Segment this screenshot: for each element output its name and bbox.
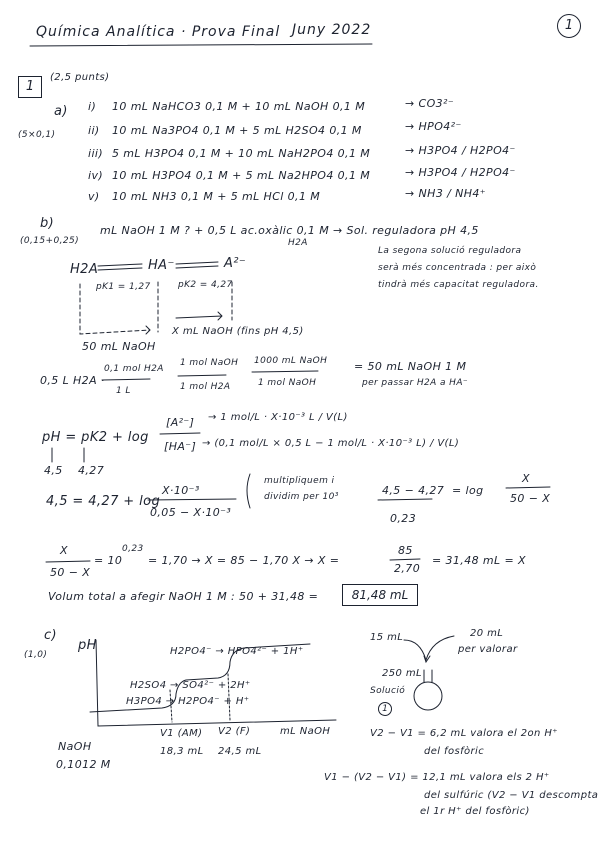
total-label: Volum total a afegir NaOH 1 M : 50 + 31,48 = — [48, 590, 319, 603]
exam-date: Juny 2022 — [292, 22, 372, 38]
hh-under-ph: 4,5 — [44, 464, 63, 477]
flask-arrow-in — [404, 640, 426, 660]
total-value: 81,48 mL — [342, 584, 418, 606]
result-1: V2 − V1 = 6,2 mL valora el 2on H⁺ — [370, 728, 558, 739]
eq2-denominator: 0,05 − X·10⁻³ — [150, 506, 232, 519]
part-a-item-mix: 10 mL NaHCO3 0,1 M + 10 mL NaOH 0,1 M — [112, 100, 366, 113]
part-c-label: c) — [44, 628, 58, 643]
calc1-f2-den: 1 mol H2A — [180, 382, 231, 392]
scheme-pk1: pK1 = 1,27 — [96, 282, 151, 292]
plot-eq-upper: H2PO4⁻ → HPO4²⁻ + 1H⁺ — [170, 646, 304, 657]
calc1-f3-num: 1000 mL NaOH — [254, 356, 328, 366]
titrant-name: NaOH — [58, 740, 92, 753]
eq2-lhs: 4,5 = 4,27 + log — [46, 494, 161, 509]
part-b-statement: mL NaOH 1 M ? + 0,5 L ac.oxàlic 0,1 M → Sol. reguladora pH 4,5 — [100, 224, 479, 237]
part-a-item-num: iv) — [88, 169, 104, 182]
plot-v1-label: V1 (AM) — [160, 728, 203, 739]
result-1-b: del fosfòric — [424, 746, 485, 757]
eq2-right-frac-num: X — [522, 472, 530, 485]
side-note-line: tindrà més capacitat reguladora. — [378, 280, 539, 290]
result-2-b: del sulfúric (V2 − V1 descompta — [424, 790, 599, 801]
part-b-score: (0,15+0,25) — [20, 236, 80, 246]
hh-denominator: [HA⁻] — [164, 440, 197, 453]
title-underline — [30, 44, 372, 46]
plot-v2-value: 24,5 mL — [218, 746, 262, 757]
hh-denominator-expl: → (0,1 mol/L × 0,5 L − 1 mol/L · X·10⁻³ L) / V(L) — [202, 438, 460, 449]
result-2: V1 − (V2 − V1) = 12,1 mL valora els 2 H⁺ — [324, 772, 550, 783]
scheme-path-2 — [176, 312, 222, 320]
question-number: 1 — [18, 76, 42, 98]
part-a-item-mix: 10 mL H3PO4 0,1 M + 5 mL Na2HPO4 0,1 M — [112, 169, 371, 182]
part-b-label: b) — [40, 216, 55, 231]
part-a-item-num: ii) — [88, 124, 100, 137]
eq3-rest: = 1,70 → X = 85 − 1,70 X → X = — [148, 554, 340, 567]
side-note-line: serà més concentrada : per això — [378, 263, 537, 273]
hh-numerator-expl: → 1 mol/L · X·10⁻³ L / V(L) — [208, 412, 348, 423]
flask-label: Solució — [370, 686, 406, 696]
calc1-note: per passar H2A a HA⁻ — [362, 378, 469, 388]
eq-arrow-2 — [176, 262, 218, 264]
part-a-item-result: → CO3²⁻ — [405, 97, 455, 110]
eq2-right-mid: = log — [452, 484, 484, 497]
hh-lhs: pH = pK2 + log — [42, 430, 149, 445]
scheme-x-naoh: X mL NaOH (fins pH 4,5) — [172, 326, 304, 337]
flask-arrow-out — [426, 636, 454, 660]
eq3-exponent: 0,23 — [122, 544, 144, 554]
page-number: 1 — [557, 14, 581, 38]
part-b-h2a-note: H2A — [288, 238, 308, 248]
plot-v2-label: V2 (F) — [218, 726, 251, 737]
eq3-numerator: X — [60, 544, 68, 557]
part-a-item-mix: 5 mL H3PO4 0,1 M + 10 mL NaH2PO4 0,1 M — [112, 147, 371, 160]
sample-out: 20 mL — [470, 628, 504, 639]
titrant-concentration: 0,1012 M — [56, 758, 111, 771]
flask-neck — [424, 670, 432, 682]
plot-x-axis: mL NaOH — [280, 726, 331, 737]
eq3-denominator: 50 − X — [50, 566, 91, 579]
calc1-result: = 50 mL NaOH 1 M — [354, 360, 467, 373]
scheme-first-naoh: 50 mL NaOH — [82, 340, 156, 353]
eq2-right-frac-den: 50 − X — [510, 492, 551, 505]
result-2-c: el 1r H⁺ del fosfòric) — [420, 806, 530, 817]
plot-v1-value: 18,3 mL — [160, 746, 204, 757]
flask-number: 1 — [378, 702, 392, 716]
hh-down-arrows — [52, 448, 84, 462]
part-a-item-result: → H3PO4 / H2PO4⁻ — [405, 144, 516, 157]
sample-in: 15 mL — [370, 632, 404, 643]
part-a-item-result: → H3PO4 / H2PO4⁻ — [405, 166, 516, 179]
eq-arrow-1 — [98, 264, 142, 266]
eq2-note: dividim per 10³ — [264, 492, 339, 502]
side-note-line: La segona solució reguladora — [378, 246, 522, 256]
part-a-item-result: → NH3 / NH4⁺ — [405, 187, 487, 200]
hh-under-pk: 4,27 — [78, 464, 105, 477]
calc1-f3-den: 1 mol NaOH — [258, 378, 317, 388]
eq3-power: = 10 — [94, 554, 123, 567]
flask-volume: 250 mL — [382, 668, 422, 679]
part-c-score: (1,0) — [24, 650, 48, 660]
question-points: (2,5 punts) — [50, 72, 110, 83]
part-a-item-mix: 10 mL Na3PO4 0,1 M + 5 mL H2SO4 0,1 M — [112, 124, 362, 137]
plot-y-axis: pH — [78, 638, 97, 653]
exam-title: Química Analítica · Prova Final — [36, 24, 281, 40]
part-a-item-result: → HPO4²⁻ — [405, 120, 462, 133]
calc1-f1-den: 1 L — [116, 386, 131, 396]
sample-out-note: per valorar — [458, 644, 518, 655]
calc1-f2-num: 1 mol NaOH — [180, 358, 239, 368]
eq3-end: = 31,48 mL = X — [432, 554, 526, 567]
calc1-f1-num: 0,1 mol H2A — [104, 364, 164, 374]
plot-eq-mid1: H2SO4 → SO4²⁻ + 2H⁺ — [130, 680, 251, 691]
eq2-right-under: 0,23 — [390, 512, 417, 525]
calc1-left: 0,5 L H2A · — [40, 374, 105, 387]
flask-body — [414, 682, 442, 710]
eq2-right-num: 4,5 − 4,27 — [382, 484, 445, 497]
eq3-frac-den: 2,70 — [394, 562, 421, 575]
scheme-a: A²⁻ — [224, 256, 247, 271]
scheme-h2a: H2A — [70, 262, 99, 277]
eq2-note: multipliquem i — [264, 476, 335, 486]
eq3-frac-num: 85 — [398, 544, 413, 557]
part-a-label: a) — [54, 104, 68, 119]
scheme-ha: HA⁻ — [148, 258, 175, 273]
scheme-pk2: pK2 = 4,27 — [178, 280, 233, 290]
part-a-item-num: iii) — [88, 147, 104, 160]
hh-numerator: [A²⁻] — [166, 416, 195, 429]
part-a-item-mix: 10 mL NH3 0,1 M + 5 mL HCl 0,1 M — [112, 190, 321, 203]
part-a-item-num: v) — [88, 190, 100, 203]
part-a-score: (5×0,1) — [18, 130, 56, 140]
part-a-item-num: i) — [88, 100, 97, 113]
plot-eq-mid2: H3PO4 → H2PO4⁻ + H⁺ — [126, 696, 250, 707]
eq2-brace — [247, 474, 250, 508]
eq2-numerator: X·10⁻³ — [162, 484, 200, 497]
